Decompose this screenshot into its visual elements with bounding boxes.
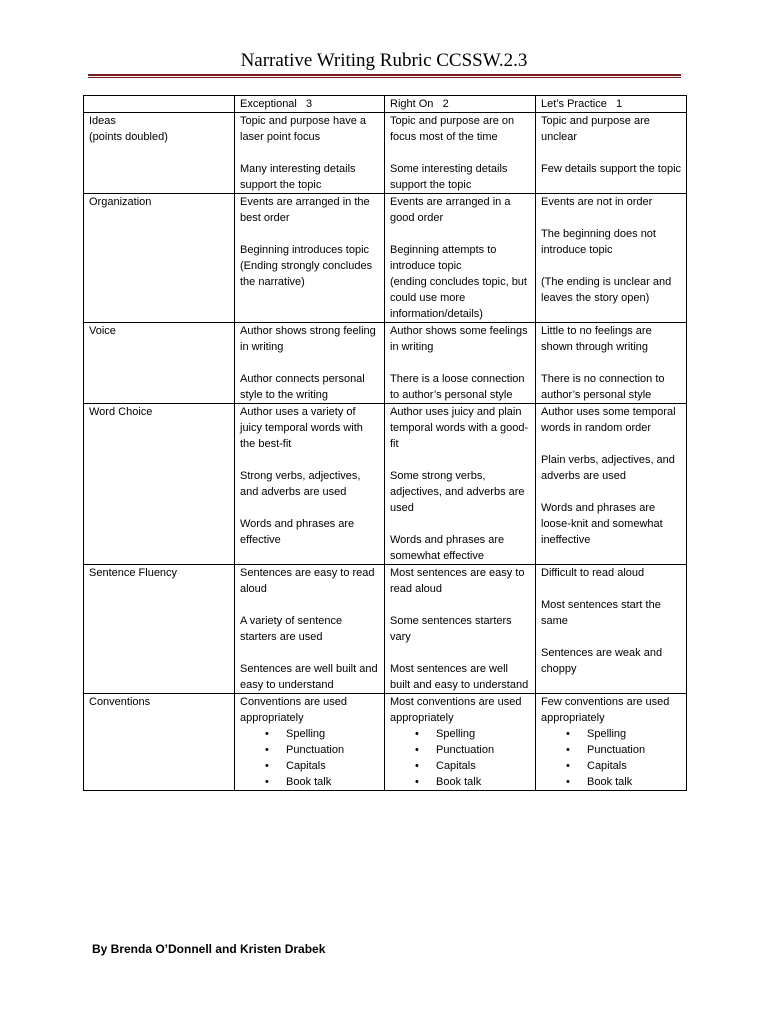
rubric-cell bbox=[385, 694, 536, 791]
cell-text: Author uses a variety of juicy temporal words with the best-fit bbox=[240, 406, 363, 450]
cell-text: Conventions are used appropriately bbox=[240, 696, 348, 724]
cell-text: There is no connection to author’s personal style bbox=[541, 373, 665, 401]
criteria-label: Organization bbox=[84, 194, 235, 323]
cell-text: Author uses some temporal words in random order bbox=[541, 406, 676, 434]
title-underline-thin bbox=[88, 77, 681, 78]
bullet-item: • Punctuation bbox=[587, 742, 682, 758]
cell-text: Words and phrases are loose-knit and somewhat ineffective bbox=[541, 502, 663, 546]
cell-text: Author shows strong feeling in writing bbox=[240, 325, 376, 353]
criteria-label: Conventions bbox=[84, 694, 235, 791]
criteria-label: Voice bbox=[84, 323, 235, 404]
cell-text: There is a loose connection to author’s personal style bbox=[390, 373, 525, 401]
rubric-cell bbox=[235, 694, 385, 791]
cell-text: Little to no feelings are shown through writing bbox=[541, 325, 652, 353]
header-cell-right-on: Right On 2 bbox=[385, 96, 536, 113]
header-row bbox=[84, 96, 687, 113]
cell-text: Sentences are weak and choppy bbox=[541, 647, 663, 675]
cell-text: Sentences are easy to read aloud bbox=[240, 567, 375, 595]
bullet-item: • Punctuation bbox=[286, 742, 380, 758]
cell-text: Few conventions are used appropriately bbox=[541, 696, 670, 724]
bullet-list bbox=[390, 726, 531, 790]
header-cell-lets-practice: Let’s Practice 1 bbox=[536, 96, 687, 113]
rubric-cell bbox=[385, 113, 536, 194]
bullet-item: • Book talk bbox=[587, 774, 682, 790]
cell-text: Plain verbs, adjectives, and adverbs are used bbox=[541, 454, 675, 482]
cell-text: Few details support the topic bbox=[541, 163, 682, 175]
cell-text: Strong verbs, adjectives, and adverbs are used bbox=[240, 470, 361, 498]
cell-text: Author uses juicy and plain temporal words with a good-fit bbox=[390, 406, 529, 450]
rubric-cell bbox=[385, 565, 536, 694]
cell-text: Events are not in order bbox=[541, 196, 653, 208]
cell-text: Events are arranged in a good order bbox=[390, 196, 511, 224]
cell-text: (The ending is unclear and leaves the story open) bbox=[541, 276, 672, 304]
table-row bbox=[84, 113, 687, 194]
table-row bbox=[84, 323, 687, 404]
cell-text: The beginning does not introduce topic bbox=[541, 228, 656, 256]
rubric-cell bbox=[235, 404, 385, 565]
bullet-list bbox=[240, 726, 380, 790]
author-credit: By Brenda O’Donnell and Kristen Drabek bbox=[92, 942, 326, 956]
cell-text: Topic and purpose have a laser point focus bbox=[240, 115, 366, 143]
cell-text: Events are arranged in the best order bbox=[240, 196, 370, 224]
document-title: Narrative Writing Rubric CCSSW.2.3 bbox=[240, 50, 528, 71]
header-cell-criteria bbox=[84, 96, 235, 113]
bullet-item: • Capitals bbox=[286, 758, 380, 774]
table-row bbox=[84, 694, 687, 791]
rubric-cell bbox=[235, 565, 385, 694]
bullet-item: • Capitals bbox=[587, 758, 682, 774]
cell-text: Topic and purpose are on focus most of the time bbox=[390, 115, 515, 143]
rubric-cell bbox=[536, 694, 687, 791]
criteria-label: Ideas (points doubled) bbox=[84, 113, 235, 194]
cell-text: Most sentences are well built and easy to understand bbox=[390, 663, 529, 691]
cell-text: Many interesting details support the topic bbox=[240, 163, 356, 191]
criteria-label: Sentence Fluency bbox=[84, 565, 235, 694]
cell-text: Sentences are well built and easy to understand bbox=[240, 663, 378, 691]
bullet-item: • Capitals bbox=[436, 758, 531, 774]
rubric-cell bbox=[235, 194, 385, 323]
rubric-cell bbox=[385, 404, 536, 565]
criteria-label: Word Choice bbox=[84, 404, 235, 565]
cell-text: Topic and purpose are unclear bbox=[541, 115, 650, 143]
bullet-item: • Book talk bbox=[286, 774, 380, 790]
rubric-cell bbox=[536, 194, 687, 323]
cell-text: Words and phrases are effective bbox=[240, 518, 355, 546]
rubric-cell bbox=[235, 113, 385, 194]
bullet-item: • Spelling bbox=[286, 726, 380, 742]
cell-text: Most conventions are used appropriately bbox=[390, 696, 522, 724]
rubric-table bbox=[83, 95, 687, 791]
cell-text: Difficult to read aloud bbox=[541, 567, 645, 579]
rubric-cell bbox=[536, 404, 687, 565]
cell-text: Some strong verbs, adjectives, and adverbs are used bbox=[390, 470, 525, 514]
bullet-item: • Book talk bbox=[436, 774, 531, 790]
rubric-cell bbox=[385, 323, 536, 404]
cell-text: Author shows some feelings in writing bbox=[390, 325, 528, 353]
rubric-cell bbox=[536, 565, 687, 694]
table-row bbox=[84, 194, 687, 323]
bullet-item: • Punctuation bbox=[436, 742, 531, 758]
cell-text: Some sentences starters vary bbox=[390, 615, 512, 643]
cell-text: A variety of sentence starters are used bbox=[240, 615, 343, 643]
cell-text: Words and phrases are somewhat effective bbox=[390, 534, 505, 562]
rubric-cell bbox=[385, 194, 536, 323]
cell-text: Beginning attempts to introduce topic (ending concludes topic, but could use more information/details) bbox=[390, 244, 527, 320]
rubric-cell bbox=[536, 113, 687, 194]
table-row bbox=[84, 404, 687, 565]
cell-text: Beginning introduces topic (Ending strongly concludes the narrative) bbox=[240, 244, 373, 288]
cell-text: Some interesting details support the topic bbox=[390, 163, 508, 191]
table-row bbox=[84, 565, 687, 694]
bullet-list bbox=[541, 726, 682, 790]
cell-text: Most sentences start the same bbox=[541, 599, 661, 627]
cell-text: Most sentences are easy to read aloud bbox=[390, 567, 525, 595]
bullet-item: • Spelling bbox=[436, 726, 531, 742]
rubric-cell bbox=[536, 323, 687, 404]
cell-text: Author connects personal style to the writing bbox=[240, 373, 365, 401]
rubric-cell bbox=[235, 323, 385, 404]
bullet-item: • Spelling bbox=[587, 726, 682, 742]
title-underline-thick bbox=[88, 74, 681, 76]
header-cell-exceptional: Exceptional 3 bbox=[235, 96, 385, 113]
